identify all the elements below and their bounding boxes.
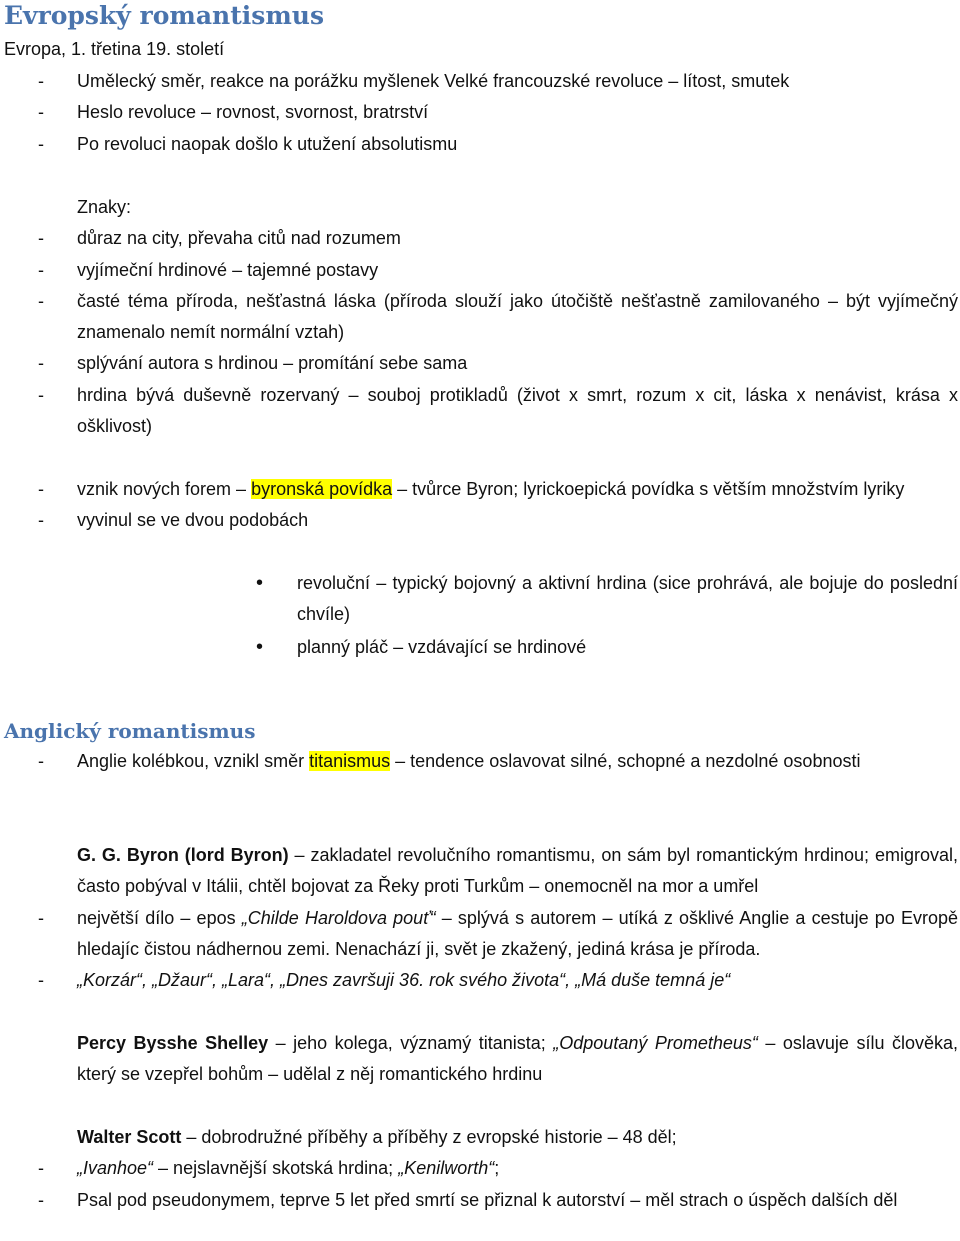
list-item: - vyvinul se ve dvou podobách: [38, 510, 309, 531]
byron-paragraph: G. G. Byron (lord Byron) – zakladatel revolučního romantismu, on sám byl romantickým hrdinou; emigroval, často pobýval v Itálii, chtěl bojovat za Řeky proti Turkům – onemocněl na mor a umřel: [77, 845, 958, 897]
scott-paragraph: Walter Scott – dobrodružné příběhy a příběhy z evropské historie – 48 děl;: [77, 1127, 677, 1147]
list-item: - Umělecký směr, reakce na porážku myšlenek Velké francouzské revoluce – lítost, smutek: [38, 71, 790, 91]
shelley-section: [0, 1028, 958, 1091]
list-item: - největší dílo – epos „Childe Haroldova pouť“ – splývá s autorem – utíká z ošklivé Anglie a cestuje po Evropě hledajíc čistou nádhernou zemi. Nenachází ji, svět je zkažený, jediná krása je příroda.: [38, 907, 958, 959]
other-works: „Korzár“, „Džaur“, „Lara“, „Dnes završuji 36. rok svého života“, „Má duše temná je“: [77, 970, 731, 991]
list-item: - vyjímeční hrdinové – tajemné postavy: [38, 259, 379, 280]
list-item: - „Ivanhoe“ – nejslavnější skotská hrdina; „Kenilworth“;: [38, 1158, 500, 1179]
list-item: - splývání autora s hrdinou – promítání sebe sama: [38, 353, 468, 374]
author-name: G. G. Byron (lord Byron): [77, 845, 289, 865]
intro-list: [0, 66, 958, 160]
shelley-paragraph: Percy Bysshe Shelley – jeho kolega, významý titanista; „Odpoutaný Prometheus“ – oslavuje sílu člověka, který se vzepřel bohům – udělal z něj romantického hrdinu: [77, 1033, 958, 1085]
anglie-section: [0, 746, 958, 777]
list-item: - Po revoluci naopak došlo k utužení absolutismu: [38, 133, 458, 154]
bullet-icon: •: [256, 572, 264, 594]
znaky-label: Znaky:: [77, 197, 132, 217]
bullet-item: • planný pláč – vzdávající se hrdinové: [0, 632, 958, 663]
list-item: - Psal pod pseudonymem, teprve 5 let před smrtí se přiznal k autorství – měl strach o úspěch dalších děl: [38, 1189, 898, 1210]
section-title-anglicky: Anglický romantismus: [4, 719, 256, 743]
list-item: - časté téma příroda, nešťastná láska (příroda slouží jako útočiště nešťastně zamilovaného – být vyjímečný znamenalo nemít normální vztah): [38, 290, 958, 343]
highlight-byronska-povidka: byronská povídka: [251, 479, 393, 499]
list-item: - „Korzár“, „Džaur“, „Lara“, „Dnes završuji 36. rok svého života“, „Má duše temná je“: [0, 965, 958, 996]
list-item: - vznik nových forem – byronská povídka – tvůrce Byron; lyrickoepická povídka s větším množstvím lyriky: [38, 479, 905, 499]
highlight-titanismus: titanismus: [309, 751, 391, 771]
list-item: - Heslo revoluce – rovnost, svornost, bratrství: [38, 102, 429, 123]
list-item: - hrdina bývá duševně rozervaný – souboj protikladů (život x smrt, rozum x cit, láska x nenávist, krása x ošklivost): [38, 384, 958, 437]
work-title: „Childe Haroldova pouť“: [241, 907, 436, 928]
subtitle: Evropa, 1. třetina 19. století: [4, 39, 225, 59]
author-name: Percy Bysshe Shelley: [77, 1033, 269, 1053]
author-name: Walter Scott: [77, 1127, 182, 1147]
scott-section: [0, 1122, 958, 1216]
znaky-section: [0, 192, 958, 442]
byron-section: [0, 840, 958, 996]
work-title: „Odpoutaný Prometheus“: [553, 1033, 758, 1053]
work-title: „Kenilworth“: [398, 1158, 495, 1179]
list-item: - důraz na city, převaha citů nad rozumem: [38, 228, 401, 249]
list-item: - Anglie kolébkou, vznikl směr titanismus – tendence oslavovat silné, schopné a nezdolné osobnosti: [38, 751, 861, 771]
bullet-icon: •: [256, 636, 264, 658]
forms-section: [0, 474, 958, 537]
page-title: Evropský romantismus: [4, 1, 325, 30]
work-title: „Ivanhoe“: [77, 1158, 154, 1179]
bullet-item: • revoluční – typický bojovný a aktivní hrdina (sice prohrává, ale bojuje do poslední chvíle): [0, 568, 958, 631]
